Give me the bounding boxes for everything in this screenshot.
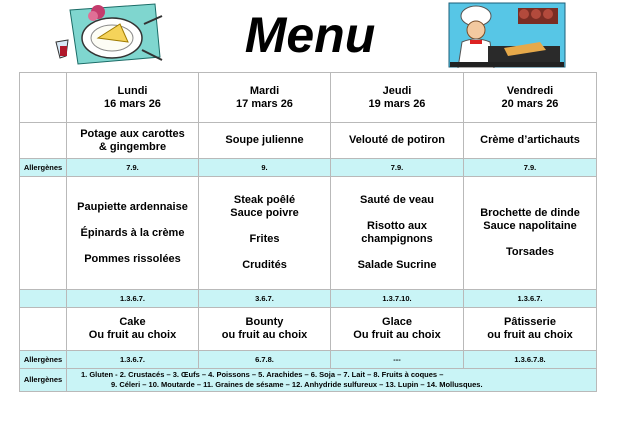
dish-line: Pommes rissolées [84,252,181,265]
day-name: Lundi [117,84,148,97]
dish-line: Sauce napolitaine [483,220,577,232]
dessert-row [20,308,597,351]
dish-line: Salade Sucrine [357,259,437,271]
dessert-allergen-row [20,351,597,369]
allergen-legend [67,369,597,392]
allergen-label: Allergènes [20,369,67,392]
dish-line: Frites [249,233,280,245]
day-date: 17 mars 26 [236,97,293,110]
dish-line: Steak poêlé [233,194,296,206]
dish-line: ou fruit au choix [487,329,573,341]
dish-line: Crème d’artichauts [480,134,580,146]
row-label-empty [20,290,67,308]
dish-line: Pâtisserie [504,316,556,328]
allergen-codes: 7.9. [67,159,199,177]
allergen-codes: 9. [199,159,331,177]
dish-line: Ou fruit au choix [353,329,441,341]
starter-allergen-row [20,159,597,177]
day-date: 20 mars 26 [501,97,559,110]
dish-line: Sauté de veau [360,194,434,206]
day-header [331,73,464,123]
dish-line: Soupe julienne [225,134,304,146]
dish-line: Ou fruit au choix [88,329,177,341]
main-cell [464,177,597,290]
dish-line: Cake [119,316,146,328]
dish-line: Sauce poivre [230,207,299,219]
allergen-codes: 1.3.6.7. [464,290,597,308]
main-cell [199,177,331,290]
day-header [464,73,597,123]
dessert-cell [199,308,331,351]
dish-line: Velouté de potiron [349,134,445,146]
allergen-label: Allergènes [20,351,67,369]
starter-cell [331,123,464,159]
dish-line: Potage aux carottes [80,127,185,140]
day-header-row [20,73,597,123]
day-name: Mardi [249,84,280,97]
dish-line: champignons [361,233,433,245]
corner-cell [20,73,67,123]
dish-line: Crudités [242,259,287,271]
allergen-codes: 1.3.6.7. [67,351,199,369]
legend-line: 9. Céleri – 10. Moutarde – 11. Graines de sésame – 12. Anhydride sulfureux – 13. Lupin – 14. Mollusques. [111,380,483,389]
dinner-plate-clipart [50,2,165,68]
starter-cell [464,123,597,159]
row-label-empty [20,308,67,351]
dish-line: Glace [382,316,412,328]
dessert-cell [464,308,597,351]
allergen-codes: 3.6.7. [199,290,331,308]
main-allergen-row [20,290,597,308]
menu-table [19,72,597,392]
day-name: Vendredi [506,84,554,97]
dessert-cell [331,308,464,351]
day-date: 16 mars 26 [104,97,161,110]
allergen-codes: 1.3.6.7.8. [464,351,597,369]
row-label-empty [20,177,67,290]
day-header [199,73,331,123]
legend-line: 1. Gluten - 2. Crustacés – 3. Œufs – 4. Poissons – 5. Arachides – 6. Soja – 7. Lait – 8. Fruits à coques – [81,370,444,379]
page-title: Menu [244,7,376,63]
dish-line: Paupiette ardennaise [77,200,188,213]
allergen-label: Allergènes [20,159,67,177]
allergen-codes: 7.9. [464,159,597,177]
day-header [67,73,199,123]
dish-line: Brochette de dinde [480,207,580,219]
starter-row [20,123,597,159]
main-course-row [20,177,597,290]
row-label-empty [20,123,67,159]
allergen-codes: 7.9. [331,159,464,177]
dish-line: Bounty [245,316,284,328]
dish-line: ou fruit au choix [221,329,308,341]
allergen-legend-row [20,369,597,392]
dish-line: & gingembre [98,140,167,153]
dish-line: Risotto aux [367,220,427,232]
allergen-codes: 6.7.8. [199,351,331,369]
allergen-codes: --- [331,351,464,369]
day-date: 19 mars 26 [368,97,426,110]
dish-line: Torsades [505,246,555,258]
starter-cell [67,123,199,159]
allergen-codes: 1.3.6.7. [67,290,199,308]
dish-line: Épinards à la crème [80,226,185,239]
allergen-codes: 1.3.7.10. [331,290,464,308]
dessert-cell [67,308,199,351]
day-name: Jeudi [382,84,412,97]
main-cell [331,177,464,290]
main-cell [67,177,199,290]
chef-clipart [448,2,566,68]
starter-cell [199,123,331,159]
